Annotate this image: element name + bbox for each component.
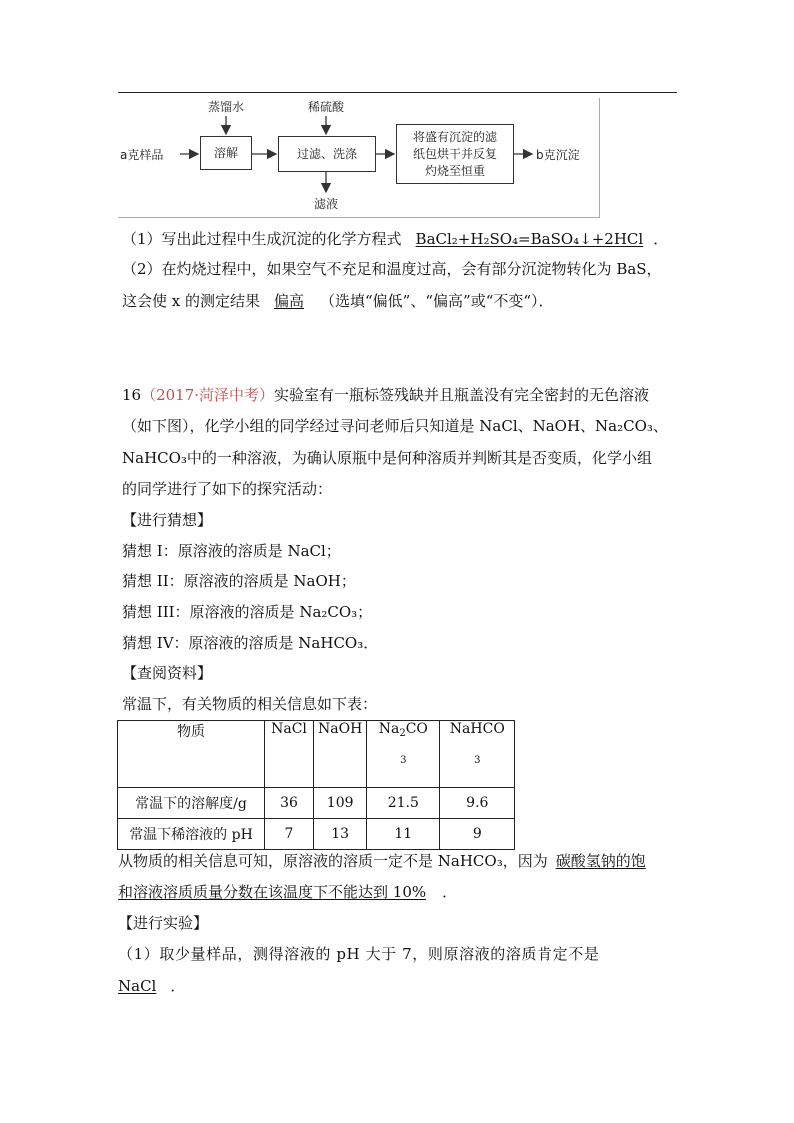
- info-intro: 常温下，有关物质的相关信息如下表：: [122, 695, 378, 713]
- dry-burn-line1: 将盛有沉淀的滤: [412, 129, 497, 144]
- filter-wash-box: [278, 136, 376, 172]
- question-2-line1: （2）在灼烧过程中，如果空气不充足和温度过高，会有部分沉淀物转化为 BaS，: [122, 260, 662, 278]
- experiment-1-answer: NaCl: [118, 977, 157, 995]
- section-experiment: 【进行实验】: [118, 914, 209, 932]
- table-cell: 13: [314, 819, 367, 850]
- dissolve-box: [200, 136, 252, 170]
- conclusion-answer-1: 碳酸氢钠的饱: [555, 852, 646, 870]
- reagent-acid-label: 稀硫酸: [308, 100, 345, 114]
- conclusion-line2: [118, 881, 457, 903]
- table-cell: 7: [265, 819, 314, 850]
- dry-burn-box: [396, 124, 514, 184]
- problem-number: 16: [122, 386, 142, 404]
- filter-wash-label: 过滤、洗涤: [296, 146, 357, 161]
- question-1-suffix: ．: [653, 230, 669, 248]
- question-2-line2: [122, 290, 554, 312]
- problem-16-line4: 的同学进行了如下的探究活动：: [122, 480, 333, 498]
- table-cell: 常温下稀溶液的 pH: [118, 819, 265, 850]
- filtrate-label: 滤液: [314, 197, 339, 211]
- problem-16-text-1: 实验室有一瓶标签残缺并且瓶盖没有完全密封的无色溶液: [274, 386, 650, 404]
- conclusion-line1: [118, 850, 646, 872]
- problem-source: （2017·菏泽中考）: [141, 386, 275, 404]
- table-header-cell: NaCl: [265, 721, 314, 788]
- problem-16-line1: [122, 384, 649, 406]
- diagram-frame-right: [599, 98, 600, 218]
- table-cell: 36: [265, 788, 314, 819]
- table-cell: 109: [314, 788, 367, 819]
- experiment-flow-diagram: [118, 96, 600, 218]
- guess-1: 猜想 I：原溶液的溶质是 NaCl；: [122, 542, 341, 560]
- table-header-cell: NaOH: [314, 721, 367, 788]
- section-info: 【查阅资料】: [122, 664, 213, 682]
- experiment-1-line1: （1）取少量样品，测得溶液的 pH 大于 7，则原溶液的溶质肯定不是: [118, 945, 600, 963]
- question-2-answer: 偏高: [274, 292, 305, 310]
- properties-table: [117, 720, 515, 850]
- question-1-answer: BaCl₂+H₂SO₄=BaSO₄↓+2HCl: [415, 230, 644, 248]
- table-cell: 21.5: [367, 788, 440, 819]
- problem-16-line3: NaHCO₃中的一种溶液，为确认原瓶中是何种溶质并判断其是否变质，化学小组: [122, 449, 652, 467]
- top-rule: [118, 92, 677, 93]
- question-1-prompt: （1）写出此过程中生成沉淀的化学方程式: [122, 230, 402, 248]
- question-2-prompt: 这会使 x 的测定结果: [122, 292, 260, 310]
- table-header-cell: 物质: [118, 721, 265, 788]
- sample-label: a克样品: [120, 148, 164, 162]
- table-header-cell: $Na_2CO$ 3: [367, 721, 440, 788]
- diagram-frame-bottom: [118, 217, 600, 218]
- guess-3: 猜想 III：原溶液的溶质是 Na₂CO₃；: [122, 603, 373, 621]
- section-guess: 【进行猜想】: [122, 511, 213, 529]
- table-cell: 常温下的溶解度/g: [118, 788, 265, 819]
- conclusion-suffix: ．: [442, 883, 458, 901]
- conclusion-text: 从物质的相关信息可知，原溶液的溶质一定不是 NaHCO₃，因为: [118, 852, 548, 870]
- table-header-cell: NaHCO 3: [440, 721, 515, 788]
- experiment-1-suffix: ．: [170, 977, 186, 995]
- experiment-1-line2: [118, 975, 185, 997]
- table-cell: 9: [440, 819, 515, 850]
- guess-2: 猜想 II：原溶液的溶质是 NaOH；: [122, 572, 356, 590]
- product-label: b克沉淀: [536, 148, 580, 162]
- question-1: [122, 228, 668, 250]
- guess-4: 猜想 IV：原溶液的溶质是 NaHCO₃．: [122, 634, 379, 652]
- table-row: [118, 819, 515, 850]
- table-cell: 11: [367, 819, 440, 850]
- dry-burn-line3: 灼烧至恒重: [424, 163, 485, 178]
- table-row: [118, 788, 515, 819]
- question-2-suffix: （选填“偏低”、“偏高”或“不变“）．: [320, 292, 554, 310]
- dissolve-label: 溶解: [213, 145, 238, 160]
- dry-burn-line2: 纸包烘干并反复: [412, 146, 497, 161]
- table-header-row: [118, 721, 515, 788]
- reagent-water-label: 蒸馏水: [208, 100, 245, 114]
- conclusion-answer-2: 和溶液溶质质量分数在该温度下不能达到 10%: [118, 883, 427, 901]
- problem-16-line2: （如下图），化学小组的同学经过寻问老师后只知道是 NaCl、NaOH、Na₂CO₃、: [122, 417, 668, 435]
- table-cell: 9.6: [440, 788, 515, 819]
